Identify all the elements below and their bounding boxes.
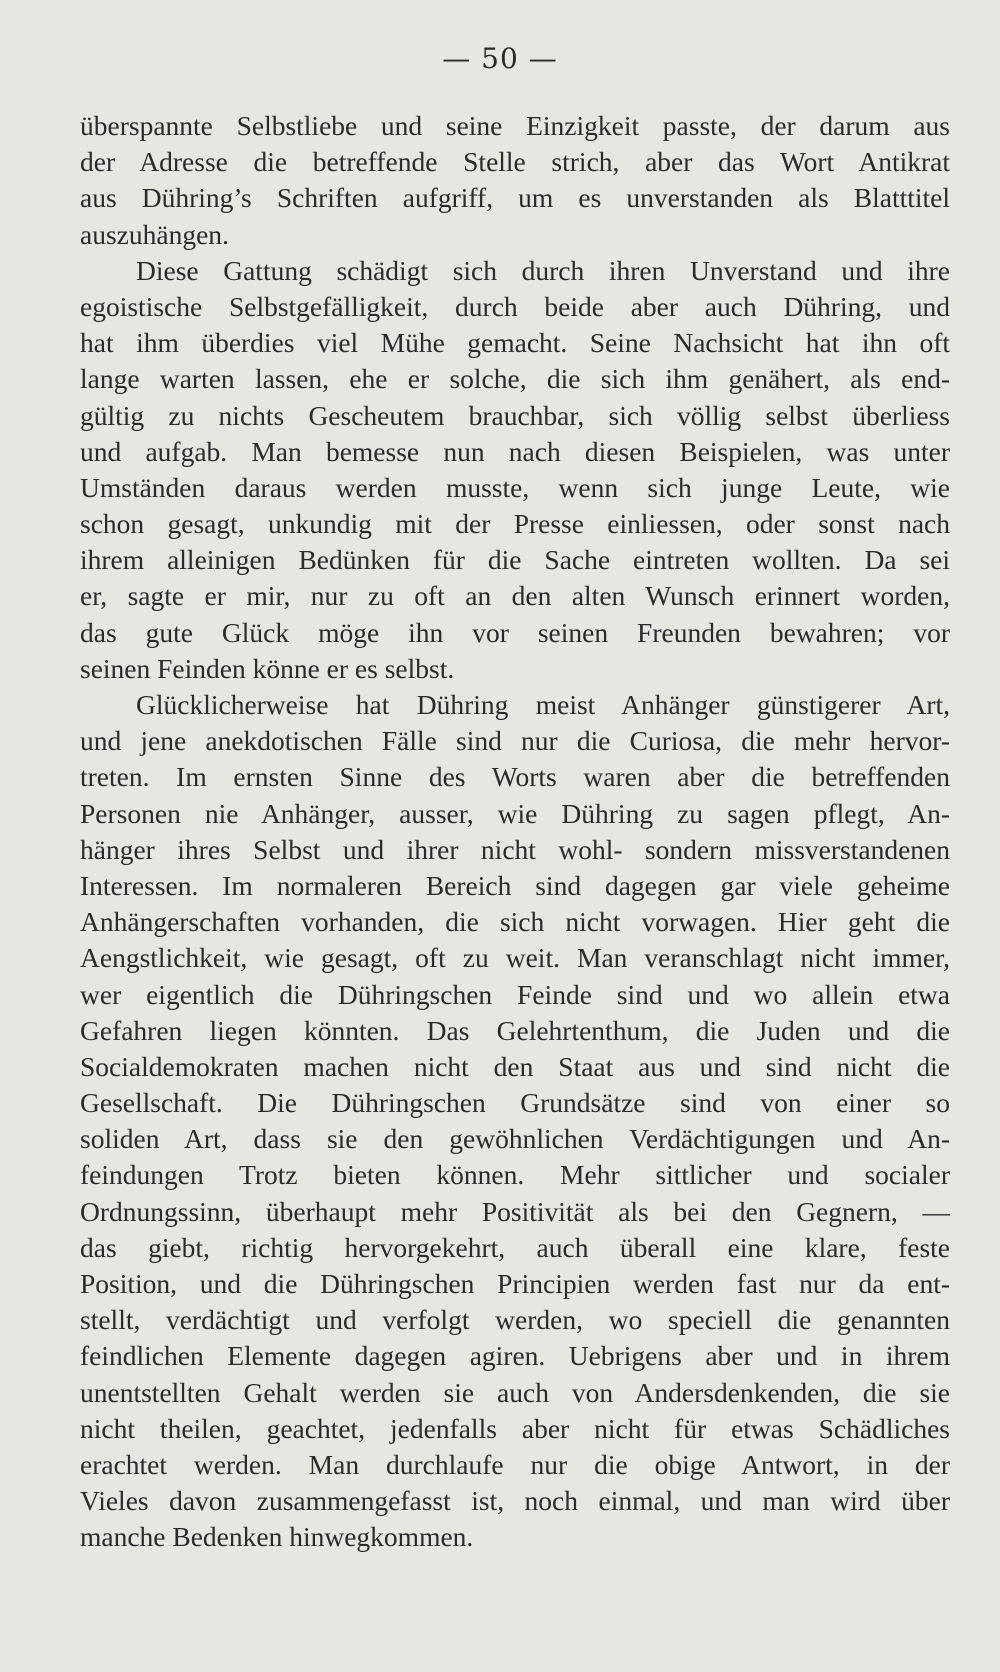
text-line: feindlichen Elemente dagegen agiren. Uebrigens aber und in ihrem (80, 1340, 950, 1372)
text-line: das giebt, richtig hervorgekehrt, auch überall eine klare, feste (80, 1231, 950, 1263)
text-line: überspannte Selbstliebe und seine Einzigkeit passte, der darum aus (80, 110, 950, 141)
body-text (80, 108, 950, 1556)
text-line: treten. Im ernsten Sinne des Worts waren aber die betreffenden (80, 761, 950, 793)
text-line: Socialdemokraten machen nicht den Staat aus und sind nicht die (80, 1050, 950, 1082)
text-line: Anhängerschaften vorhanden, die sich nicht vorwagen. Hier geht die (80, 906, 950, 938)
text-line: stellt, verdächtigt und verfolgt werden, wo speciell die genannten (80, 1304, 950, 1336)
text-line: hat ihm überdies viel Mühe gemacht. Seine Nachsicht hat ihn oft (80, 327, 950, 359)
text-line: seinen Feinden könne er es selbst. (80, 652, 455, 684)
text-line: er, sagte er mir, nur zu oft an den alten Wunsch erinnert worden, (80, 580, 950, 612)
text-line: Vieles davon zusammengefasst ist, noch einmal, und man wird über (80, 1485, 950, 1517)
text-line: unentstellten Gehalt werden sie auch von Andersdenkenden, die sie (80, 1376, 950, 1408)
text-line: ihrem alleinigen Bedünken für die Sache eintreten wollten. Da sei (80, 544, 950, 576)
text-line: egoistische Selbstgefälligkeit, durch beide aber auch Dühring, und (80, 290, 950, 322)
text-line: nicht theilen, geachtet, jedenfalls aber nicht für etwas Schädliches (80, 1412, 950, 1444)
text-line: Umständen daraus werden musste, wenn sich junge Leute, wie (80, 471, 950, 503)
text-line: schon gesagt, unkundig mit der Presse einliessen, oder sonst nach (80, 508, 950, 540)
text-line: lange warten lassen, ehe er solche, die sich ihm genähert, als end- (80, 363, 950, 395)
text-line: Diese Gattung schädigt sich durch ihren Unverstand und ihre (136, 254, 950, 286)
page-number: — 50 — (442, 42, 558, 75)
text-line: erachtet werden. Man durchlaufe nur die obige Antwort, in der (80, 1448, 950, 1480)
text-line: soliden Art, dass sie den gewöhnlichen Verdächtigungen und An- (80, 1123, 950, 1155)
text-line: und jene anekdotischen Fälle sind nur die Curiosa, die mehr hervor- (80, 725, 950, 757)
text-line: gültig zu nichts Gescheutem brauchbar, sich völlig selbst überliess (80, 399, 950, 431)
text-line: und aufgab. Man bemesse nun nach diesen Beispielen, was unter (80, 435, 950, 467)
text-line: hänger ihres Selbst und ihrer nicht wohl- sondern missverstandenen (80, 833, 950, 865)
text-line: Personen nie Anhänger, ausser, wie Dühring zu sagen pflegt, An- (80, 797, 950, 829)
text-line: Gesellschaft. Die Dühringschen Grundsätze sind von einer so (80, 1087, 950, 1119)
text-line: wer eigentlich die Dühringschen Feinde sind und wo allein etwa (80, 978, 950, 1010)
text-line: Ordnungssinn, überhaupt mehr Positivität als bei den Gegnern, — (80, 1195, 950, 1227)
text-line: Interessen. Im normaleren Bereich sind dagegen gar viele geheime (80, 869, 950, 901)
text-line: aus Dühring’s Schriften aufgriff, um es unverstanden als Blatttitel (80, 182, 950, 214)
text-line: Aengstlichkeit, wie gesagt, oft zu weit. Man veranschlagt nicht immer, (80, 942, 950, 974)
text-line: Gefahren liegen könnten. Das Gelehrtenthum, die Juden und die (80, 1014, 950, 1046)
text-line: auszuhängen. (80, 218, 229, 250)
text-line: das gute Glück möge ihn vor seinen Freunden bewahren; vor (80, 616, 950, 648)
text-line: Glücklicherweise hat Dühring meist Anhänger günstigerer Art, (136, 689, 950, 720)
text-line: feindungen Trotz bieten können. Mehr sittlicher und socialer (80, 1159, 950, 1191)
text-line: Position, und die Dühringschen Principien werden fast nur da ent- (80, 1268, 950, 1299)
text-line: manche Bedenken hinwegkommen. (80, 1521, 474, 1553)
text-line: der Adresse die betreffende Stelle strich, aber das Wort Antikrat (80, 146, 950, 178)
